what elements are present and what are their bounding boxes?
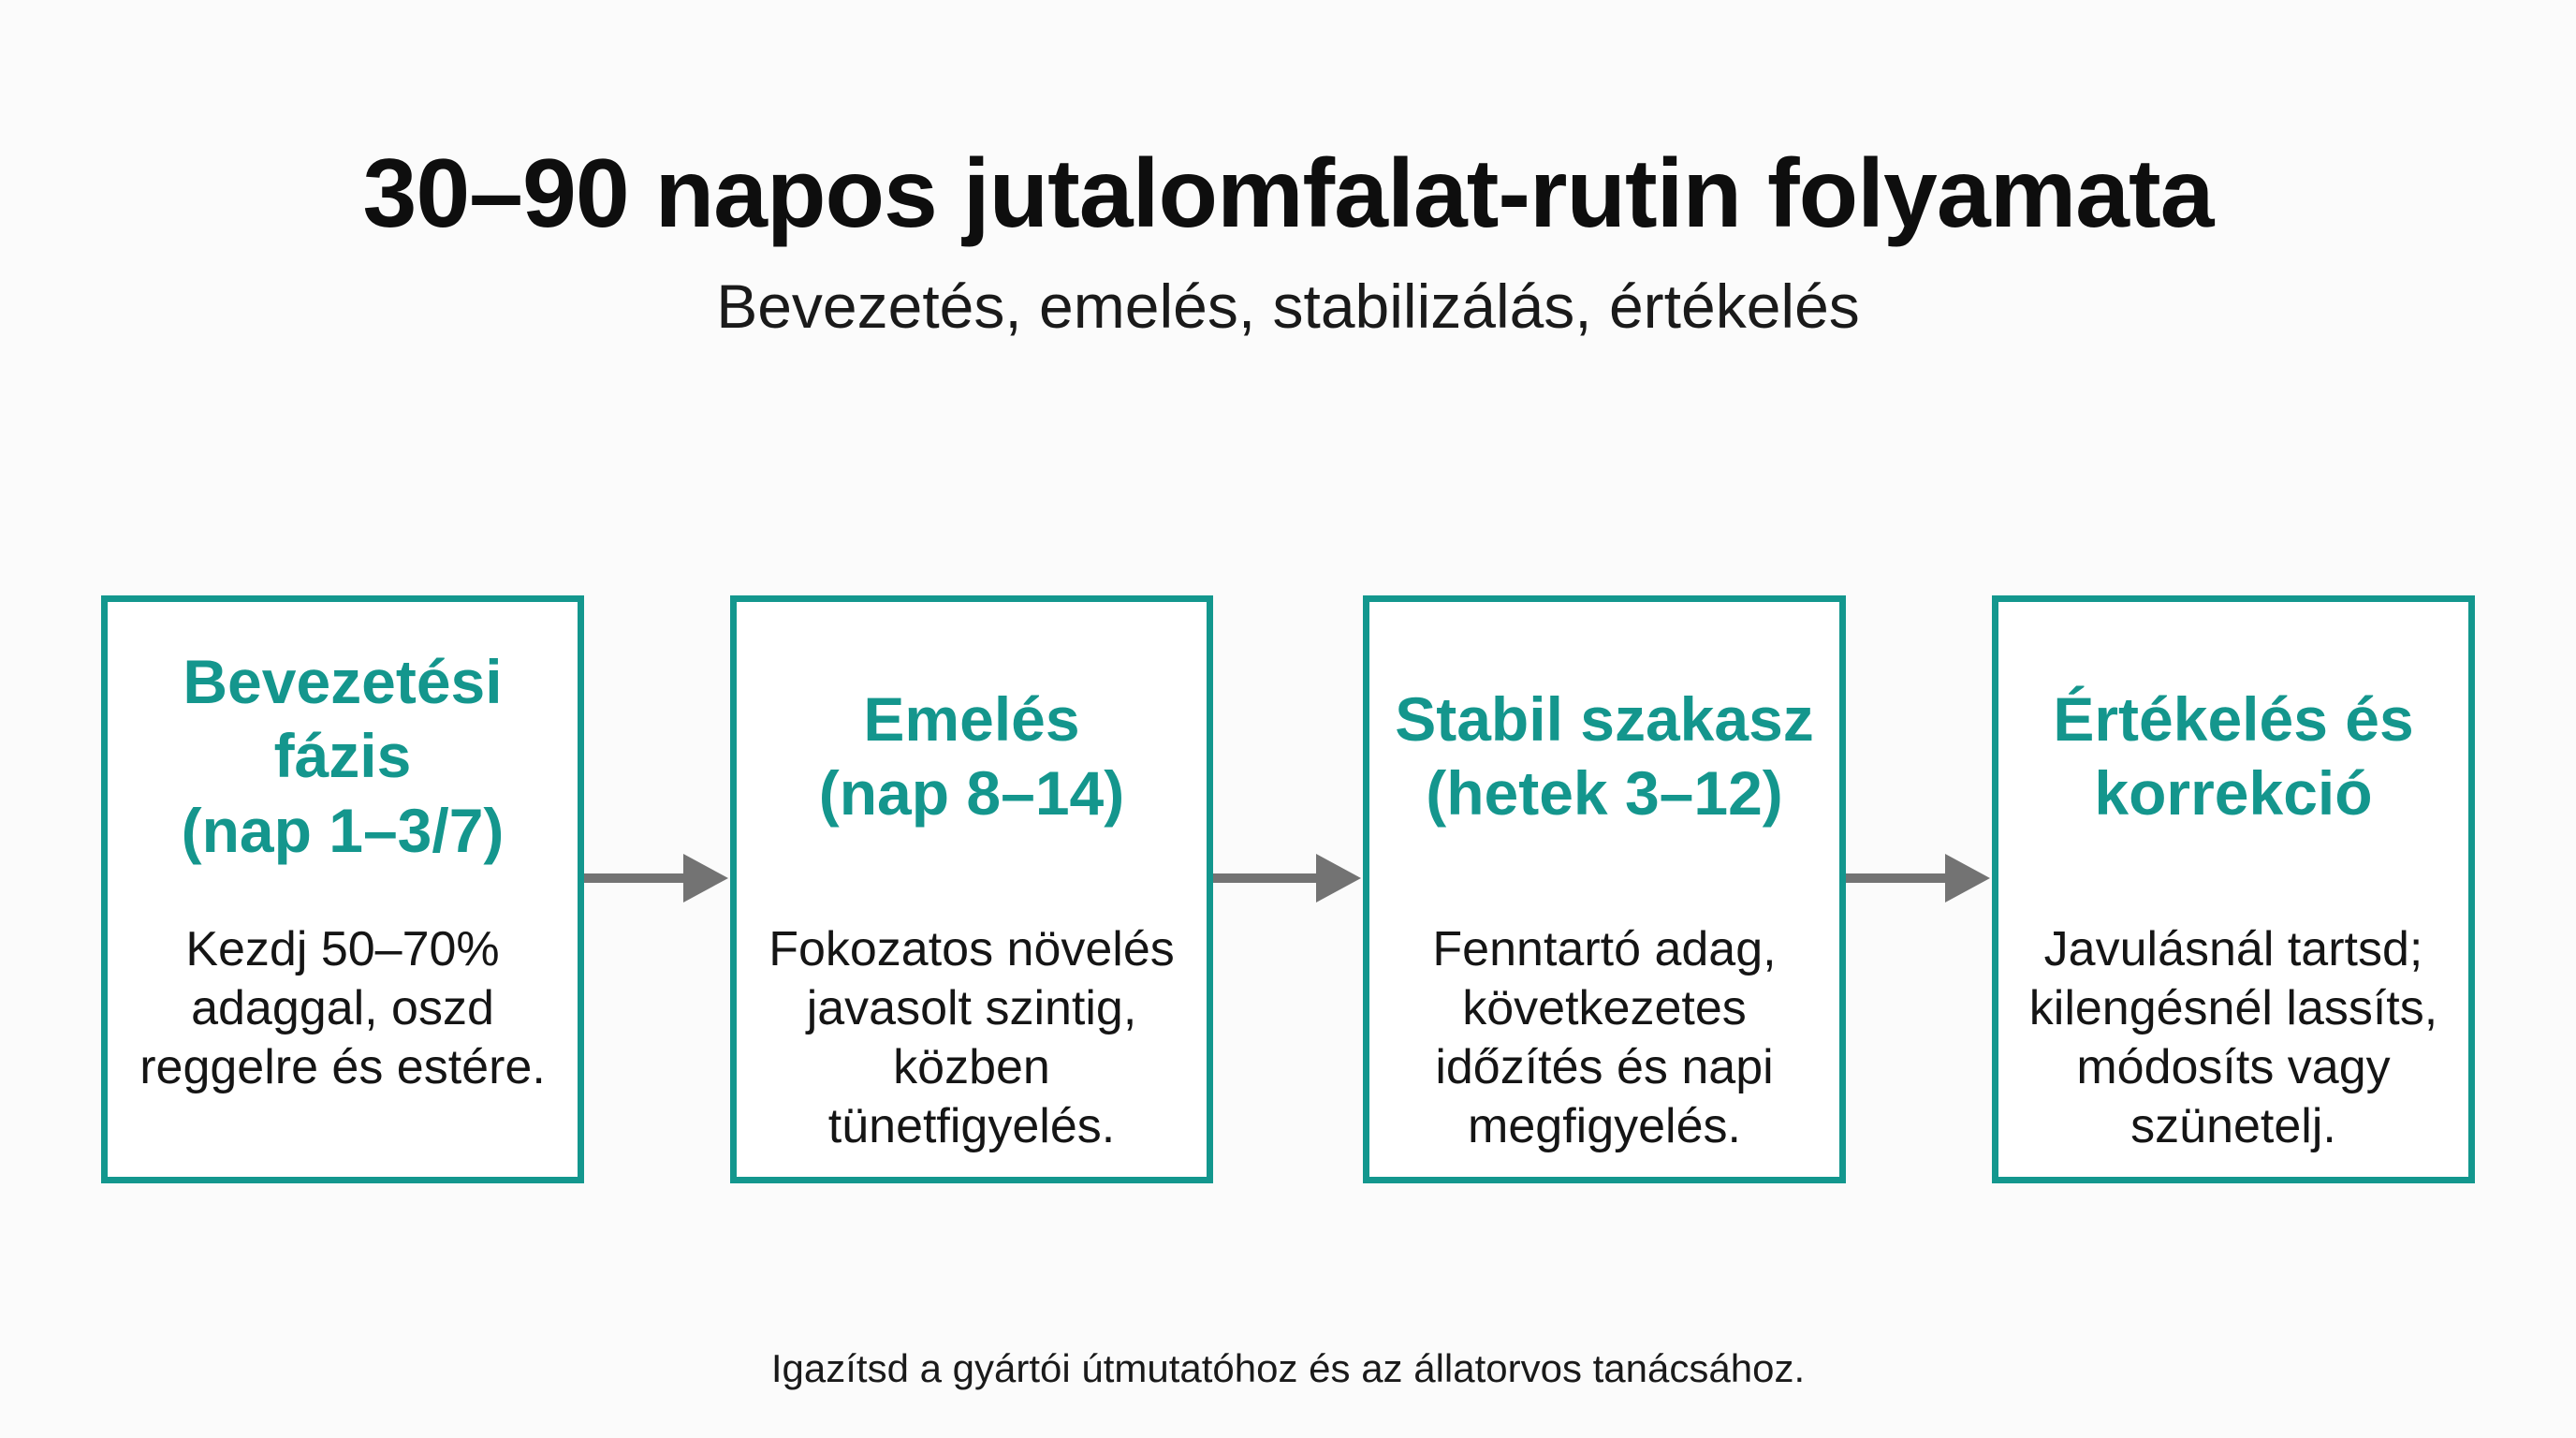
step-description bbox=[124, 920, 561, 1097]
step-description-line: javasolt szintig, bbox=[806, 980, 1137, 1035]
step-title bbox=[2053, 682, 2413, 830]
step-description-line: közben bbox=[893, 1039, 1050, 1094]
step-description-line: időzítés és napi bbox=[1435, 1039, 1774, 1094]
step-title-line: (hetek 3–12) bbox=[1426, 758, 1783, 828]
step-description bbox=[754, 920, 1190, 1156]
step-description-line: adaggal, oszd bbox=[191, 980, 494, 1035]
footnote: Igazítsd a gyártói útmutatóhoz és az állatorvos tanácsához. bbox=[770, 1346, 1806, 1390]
diagram-title: 30–90 napos jutalomfalat-rutin folyamata bbox=[362, 139, 2214, 248]
flow-arrow-head bbox=[683, 854, 728, 902]
step-title-line: korrekció bbox=[2094, 758, 2373, 828]
step-title-line: (nap 1–3/7) bbox=[181, 795, 505, 865]
step-box-stable bbox=[1363, 595, 1846, 1183]
flow-arrow bbox=[1213, 850, 1363, 906]
step-title bbox=[182, 645, 505, 868]
step-box-intro bbox=[101, 595, 584, 1183]
step-description-line: Javulásnál tartsd; bbox=[2043, 922, 2423, 976]
step-box-evaluation bbox=[1992, 595, 2475, 1183]
step-title-line: Értékelés és bbox=[2053, 683, 2414, 754]
step-title bbox=[819, 682, 1124, 830]
flow-arrow bbox=[584, 850, 730, 906]
step-title-line: fázis bbox=[273, 721, 412, 791]
step-description-line: szünetelj. bbox=[2130, 1098, 2336, 1153]
step-title bbox=[1395, 682, 1814, 830]
step-description-line: Fokozatos növelés bbox=[768, 922, 1175, 976]
step-box-increase bbox=[730, 595, 1213, 1183]
flow-arrow bbox=[1846, 850, 1992, 906]
diagram-subtitle: Bevezetés, emelés, stabilizálás, értékelés bbox=[716, 271, 1860, 341]
step-title-line: Bevezetési bbox=[183, 647, 503, 717]
step-description-line: Fenntartó adag, bbox=[1432, 922, 1777, 976]
step-description-line: reggelre és estére. bbox=[139, 1039, 546, 1094]
step-description-line: módosíts vagy bbox=[2076, 1039, 2391, 1094]
flow-arrow-head bbox=[1945, 854, 1990, 902]
step-description bbox=[1386, 920, 1822, 1156]
step-description-line: kilengésnél lassíts, bbox=[2028, 980, 2438, 1035]
step-description bbox=[2015, 920, 2452, 1156]
step-description-line: következetes bbox=[1462, 980, 1747, 1035]
step-title-line: (nap 8–14) bbox=[818, 758, 1125, 828]
step-title-line: Stabil szakasz bbox=[1395, 683, 1814, 754]
step-title-line: Emelés bbox=[863, 683, 1080, 754]
flow-arrow-head bbox=[1316, 854, 1361, 902]
step-description-line: megfigyelés. bbox=[1468, 1098, 1741, 1153]
step-description-line: tünetfigyelés. bbox=[827, 1098, 1116, 1153]
step-description-line: Kezdj 50–70% bbox=[185, 922, 500, 976]
